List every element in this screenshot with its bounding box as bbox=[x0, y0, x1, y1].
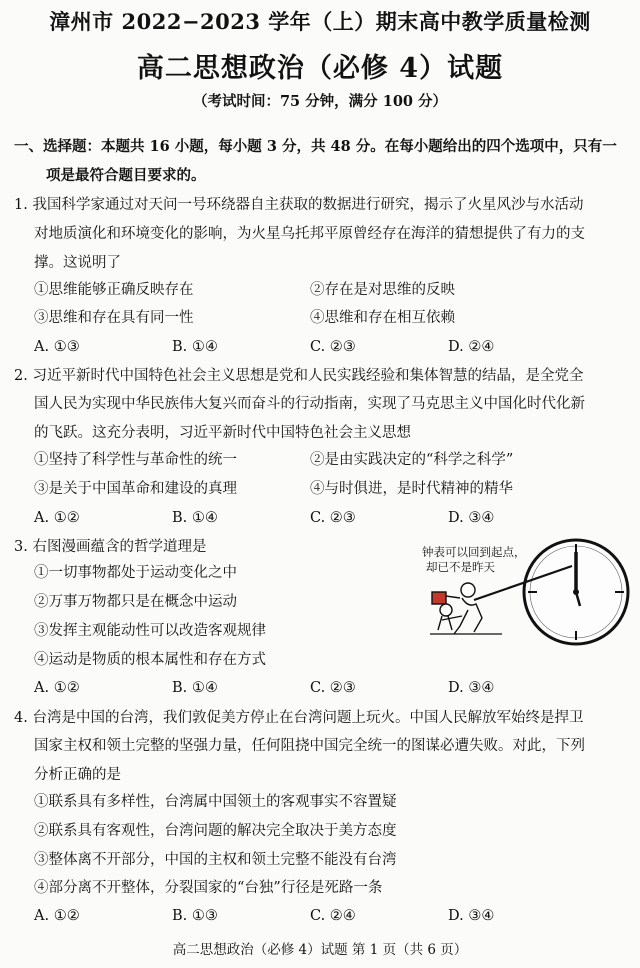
q2-stem-line1: 2. 习近平新时代中国特色社会主义思想是党和人民实践经验和集体智慧的结晶，是全党全 bbox=[14, 368, 584, 384]
q2-stem-line3: 的飞跃。这充分表明，习近平新时代中国特色社会主义思想 bbox=[34, 425, 411, 441]
q1-stem-line2: 对地质演化和环境变化的影响，为火星乌托邦平原曾经存在海洋的猜想提供了有力的支 bbox=[34, 226, 585, 242]
q4-choice-a[interactable]: A. ①② bbox=[34, 908, 80, 924]
q4-item-2: ②联系具有客观性，台湾问题的解决完全取决于美方态度 bbox=[34, 823, 397, 839]
q1-item-4: ④思维和存在相互依赖 bbox=[310, 310, 455, 326]
q1-choice-d[interactable]: D. ②④ bbox=[448, 339, 495, 355]
q1-choice-c[interactable]: C. ②③ bbox=[310, 339, 356, 355]
q4-item-3: ③整体离不开部分，中国的主权和领土完整不能没有台湾 bbox=[34, 852, 397, 868]
q4-stem-line3: 分析正确的是 bbox=[34, 767, 121, 783]
exam-info: （考试时间：75 分钟，满分 100 分） bbox=[192, 93, 448, 110]
section-heading-line1: 一、选择题：本题共 16 小题，每小题 3 分，共 48 分。在每小题给出的四个选项中，只有一 bbox=[14, 138, 617, 155]
cartoon-caption-line2: 却已不是昨天 bbox=[426, 560, 495, 574]
q3-choice-c[interactable]: C. ②③ bbox=[310, 680, 356, 696]
q2-choice-d[interactable]: D. ③④ bbox=[448, 510, 495, 526]
q3-choice-d[interactable]: D. ③④ bbox=[448, 680, 495, 696]
q2-choice-b[interactable]: B. ①④ bbox=[172, 510, 218, 526]
people-pushing-icon bbox=[430, 583, 502, 634]
q3-choice-a[interactable]: A. ①② bbox=[34, 680, 80, 696]
q2-item-4: ④与时俱进，是时代精神的精华 bbox=[310, 481, 513, 497]
q4-choice-d[interactable]: D. ③④ bbox=[448, 908, 495, 924]
q2-item-2: ②是由实践决定的“科学之科学” bbox=[310, 452, 514, 468]
q1-item-1: ①思维能够正确反映存在 bbox=[34, 282, 194, 298]
cartoon-caption-line1: 钟表可以回到起点， bbox=[422, 545, 526, 559]
q4-item-4: ④部分离不开整体，分裂国家的“台独”行径是死路一条 bbox=[34, 880, 383, 896]
q4-stem-line2: 国家主权和领土完整的坚强力量，任何阻挠中国完全统一的图谋必遭失败。对此，下列 bbox=[34, 738, 585, 754]
q3-item-4: ④运动是物质的根本属性和存在方式 bbox=[34, 652, 266, 668]
clock-cartoon-illustration bbox=[402, 534, 638, 646]
section-heading-line2: 项是最符合题目要求的。 bbox=[46, 167, 206, 184]
q1-item-3: ③思维和存在具有同一性 bbox=[34, 310, 194, 326]
q2-item-1: ①坚持了科学性与革命性的统一 bbox=[34, 452, 237, 468]
q3-item-2: ②万事万物都只是在概念中运动 bbox=[34, 594, 237, 610]
q2-item-3: ③是关于中国革命和建设的真理 bbox=[34, 481, 237, 497]
q4-choice-b[interactable]: B. ①③ bbox=[172, 908, 218, 924]
paper-title: 高二思想政治（必修 4）试题 bbox=[136, 53, 504, 84]
q3-item-3: ③发挥主观能动性可以改造客观规律 bbox=[34, 623, 266, 639]
q1-choice-a[interactable]: A. ①③ bbox=[34, 339, 80, 355]
q1-stem-line3: 撑。这说明了 bbox=[34, 255, 121, 271]
q3-stem-line1: 3. 右图漫画蕴含的哲学道理是 bbox=[14, 539, 207, 555]
q4-stem-line1: 4. 台湾是中国的台湾，我们敦促美方停止在台湾问题上玩火。中国人民解放军始终是捍卫 bbox=[14, 710, 584, 726]
q2-choice-a[interactable]: A. ①② bbox=[34, 510, 80, 526]
q4-choice-c[interactable]: C. ②④ bbox=[310, 908, 356, 924]
q2-choice-c[interactable]: C. ②③ bbox=[310, 510, 356, 526]
clock-icon bbox=[524, 540, 628, 644]
q4-item-1: ①联系具有多样性，台湾属中国领土的客观事实不容置疑 bbox=[34, 794, 397, 810]
q1-stem-line1: 1. 我国科学家通过对天问一号环绕器自主获取的数据进行研究，揭示了火星风沙与水活动 bbox=[14, 197, 584, 213]
q1-choice-b[interactable]: B. ①④ bbox=[172, 339, 218, 355]
q3-item-1: ①一切事物都处于运动变化之中 bbox=[34, 565, 237, 581]
q2-stem-line2: 国人民为实现中华民族伟大复兴而奋斗的行动指南，实现了马克思主义中国化时代化新 bbox=[34, 396, 585, 412]
q1-item-2: ②存在是对思维的反映 bbox=[310, 282, 455, 298]
page-footer: 高二思想政治（必修 4）试题 第 1 页（共 6 页） bbox=[172, 942, 468, 958]
q3-choice-b[interactable]: B. ①④ bbox=[172, 680, 218, 696]
exam-title: 漳州市 2022−2023 学年（上）期末高中教学质量检测 bbox=[49, 9, 591, 34]
